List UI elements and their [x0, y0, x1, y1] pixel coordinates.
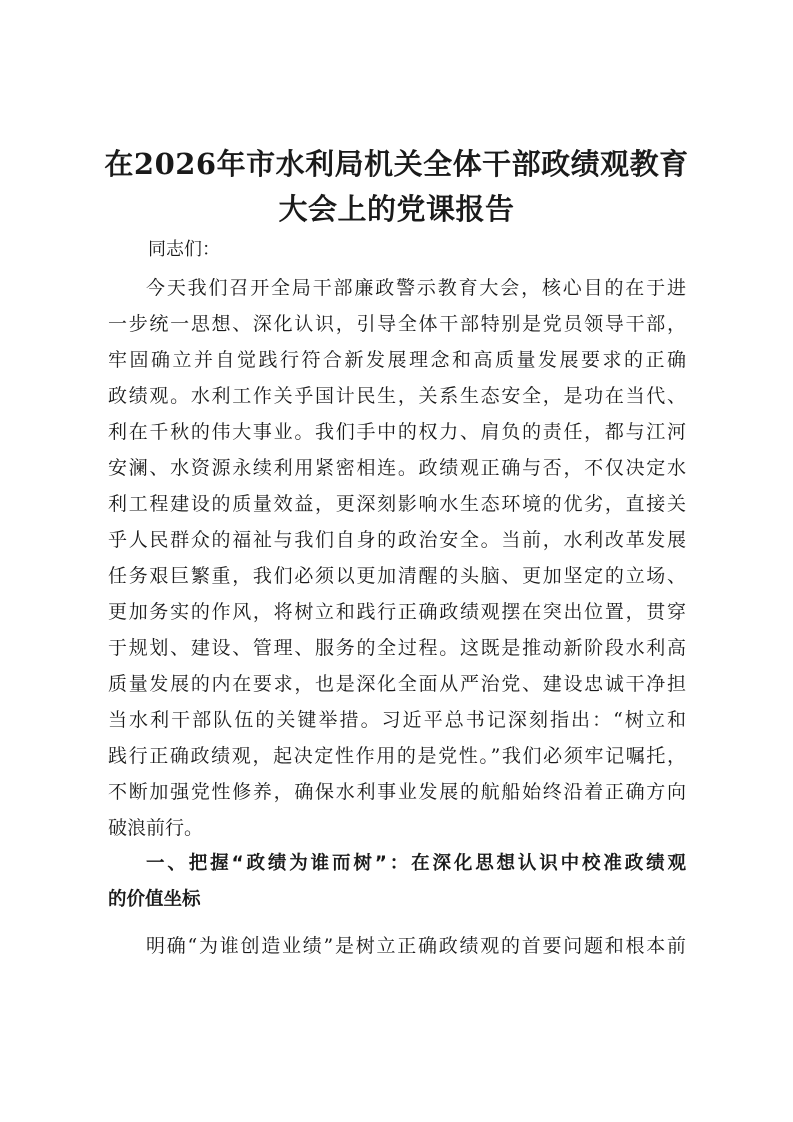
body-line: 牢固确立并自觉践行符合新发展理念和高质量发展要求的正确 — [108, 349, 686, 371]
document-title-line-2: 大会上的党课报告 — [278, 192, 515, 226]
body-line: 更加务实的作风，将树立和践行正确政绩观摆在突出位置，贯穿 — [108, 601, 686, 623]
body-line: 当水利干部队伍的关键举措。习近平总书记深刻指出：“树立和 — [108, 709, 686, 731]
body-line: 践行正确政绩观，起决定性作用的是党性。”我们必须牢记嘱托， — [108, 745, 686, 767]
section-heading-line-1: 一、把握“政绩为谁而树”：在深化思想认识中校准政绩观 — [146, 853, 686, 874]
body-line: 质量发展的内在要求，也是深化全面从严治党、建设忠诚干净担 — [108, 673, 686, 695]
body-line: 明确“为谁创造业绩”是树立正确政绩观的首要问题和根本前 — [146, 935, 686, 957]
section-heading-line-2: 的价值坐标 — [108, 889, 201, 910]
body-line: 政绩观。水利工作关乎国计民生，关系生态安全，是功在当代、 — [108, 385, 686, 407]
greeting: 同志们： — [148, 239, 220, 260]
body-line: 安澜、水资源永续利用紧密相连。政绩观正确与否，不仅决定水 — [108, 457, 686, 479]
document-title-line-1: 在2026年市水利局机关全体干部政绩观教育 — [104, 147, 689, 181]
body-line: 任务艰巨繁重，我们必须以更加清醒的头脑、更加坚定的立场、 — [108, 565, 686, 587]
body-line: 利工程建设的质量效益，更深刻影响水生态环境的优劣，直接关 — [108, 493, 686, 515]
body-line: 今天我们召开全局干部廉政警示教育大会，核心目的在于进 — [146, 277, 686, 299]
body-line: 一步统一思想、深化认识，引导全体干部特别是党员领导干部， — [108, 313, 686, 335]
body-line: 不断加强党性修养，确保水利事业发展的航船始终沿着正确方向 — [108, 781, 686, 803]
body-line: 乎人民群众的福祉与我们自身的政治安全。当前，水利改革发展 — [108, 529, 686, 551]
body-line: 利在千秋的伟大事业。我们手中的权力、肩负的责任，都与江河 — [108, 421, 686, 443]
body-line: 破浪前行。 — [108, 817, 204, 839]
body-line: 于规划、建设、管理、服务的全过程。这既是推动新阶段水利高 — [108, 637, 686, 659]
